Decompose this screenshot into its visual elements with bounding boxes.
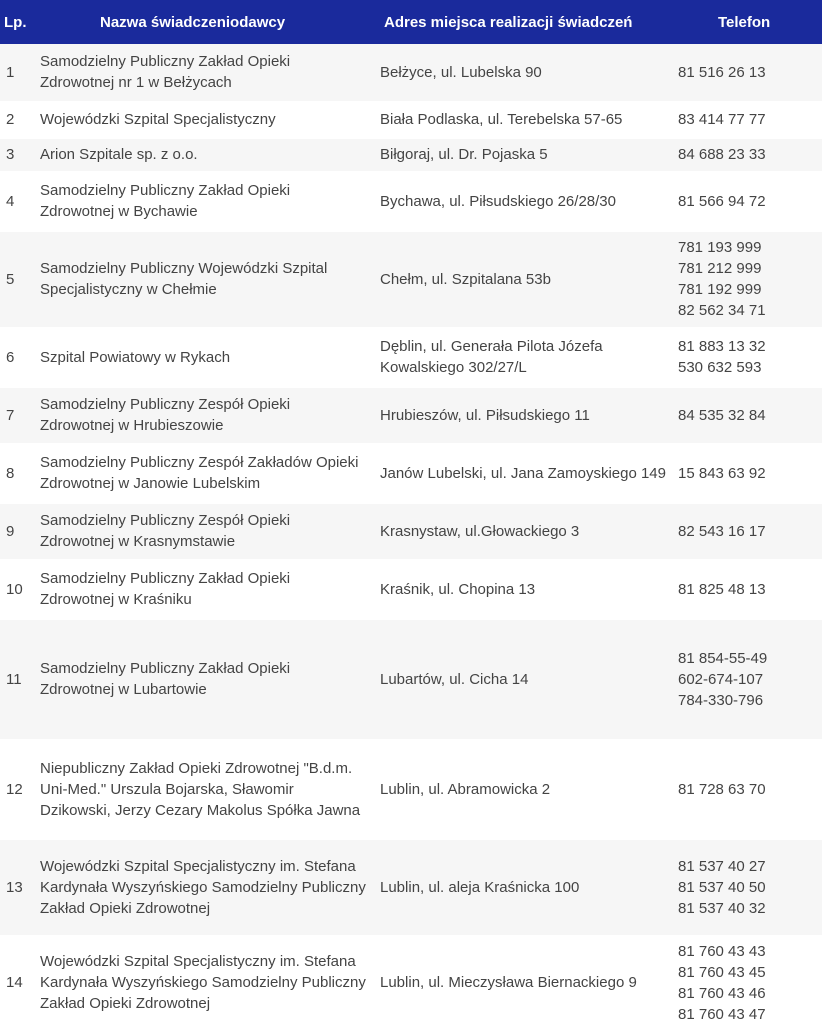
row-phones — [672, 172, 822, 230]
row-provider-name: Wojewódzki Szpital Specjalistyczny — [34, 102, 374, 137]
row-provider-name: Arion Szpitale sp. z o.o. — [34, 137, 374, 172]
table-row — [0, 444, 822, 502]
table-row — [0, 44, 822, 102]
row-address: Biłgoraj, ul. Dr. Pojaska 5 — [374, 137, 672, 172]
table-row — [0, 618, 822, 740]
row-phones — [672, 502, 822, 560]
row-address: Bełżyce, ul. Lubelska 90 — [374, 44, 672, 102]
row-phones — [672, 740, 822, 838]
row-phones — [672, 102, 822, 137]
row-provider-name: Wojewódzki Szpital Specjalistyczny im. Stefana Kardynała Wyszyńskiego Samodzielny Publiczny Zakład Opieki Zdrowotnej — [34, 936, 374, 1029]
row-provider-name: Szpital Powiatowy w Rykach — [34, 328, 374, 386]
table-row — [0, 137, 822, 172]
phone-number: 81 728 63 70 — [678, 780, 766, 798]
table-row — [0, 560, 822, 618]
row-address: Kraśnik, ul. Chopina 13 — [374, 560, 672, 618]
row-phones — [672, 936, 822, 1029]
row-phones — [672, 618, 822, 740]
row-lp: 14 — [0, 936, 34, 1029]
table-row — [0, 386, 822, 444]
row-address: Dęblin, ul. Generała Pilota Józefa Kowalskiego 302/27/L — [374, 328, 672, 386]
phone-number: 781 192 999 — [678, 281, 762, 298]
table-body — [0, 44, 822, 1029]
row-lp: 9 — [0, 502, 34, 560]
phone-number: 784-330-796 — [678, 691, 764, 709]
phone-number: 84 688 23 33 — [678, 146, 766, 163]
row-provider-name: Samodzielny Publiczny Wojewódzki Szpital Specjalistyczny w Chełmie — [34, 230, 374, 328]
table-header — [0, 0, 822, 44]
phone-number: 82 543 16 17 — [678, 522, 766, 540]
phone-number: 81 854-55-49 — [678, 649, 768, 667]
phone-number: 781 193 999 — [678, 239, 762, 256]
row-provider-name: Samodzielny Publiczny Zakład Opieki Zdrowotnej w Lubartowie — [34, 618, 374, 740]
row-lp: 6 — [0, 328, 34, 386]
row-address: Hrubieszów, ul. Piłsudskiego 11 — [374, 386, 672, 444]
phone-number: 81 760 43 47 — [678, 1005, 766, 1023]
row-lp: 8 — [0, 444, 34, 502]
header-address: Adres miejsca realizacji świadczeń — [374, 0, 672, 44]
row-lp: 4 — [0, 172, 34, 230]
row-address: Lubartów, ul. Cicha 14 — [374, 618, 672, 740]
row-provider-name: Samodzielny Publiczny Zespół Opieki Zdrowotnej w Krasnymstawie — [34, 502, 374, 560]
row-address: Chełm, ul. Szpitalana 53b — [374, 230, 672, 328]
row-address: Lublin, ul. aleja Kraśnicka 100 — [374, 838, 672, 936]
header-lp: Lp. — [0, 0, 34, 44]
table-row — [0, 502, 822, 560]
row-provider-name: Samodzielny Publiczny Zakład Opieki Zdrowotnej nr 1 w Bełżycach — [34, 44, 374, 102]
row-lp: 1 — [0, 44, 34, 102]
phone-number: 81 537 40 32 — [678, 899, 766, 917]
phone-number: 81 760 43 43 — [678, 942, 766, 960]
phone-number: 781 212 999 — [678, 260, 762, 277]
row-address: Lublin, ul. Abramowicka 2 — [374, 740, 672, 838]
table-row — [0, 328, 822, 386]
row-lp: 10 — [0, 560, 34, 618]
row-phones — [672, 444, 822, 502]
row-provider-name: Samodzielny Publiczny Zespół Opieki Zdrowotnej w Hrubieszowie — [34, 386, 374, 444]
row-lp: 12 — [0, 740, 34, 838]
row-address: Janów Lubelski, ul. Jana Zamoyskiego 149 — [374, 444, 672, 502]
phone-number: 81 760 43 46 — [678, 984, 766, 1002]
row-address: Biała Podlaska, ul. Terebelska 57-65 — [374, 102, 672, 137]
row-address: Krasnystaw, ul.Głowackiego 3 — [374, 502, 672, 560]
phone-number: 84 535 32 84 — [678, 406, 766, 424]
row-provider-name: Niepubliczny Zakład Opieki Zdrowotnej "B.d.m. Uni-Med." Urszula Bojarska, Sławomir Dzikowski, Jerzy Cezary Makolus Spółka Jawna — [34, 740, 374, 838]
row-lp: 5 — [0, 230, 34, 328]
phone-number: 82 562 34 71 — [678, 302, 766, 319]
row-lp: 2 — [0, 102, 34, 137]
phone-number: 15 843 63 92 — [678, 464, 766, 482]
table-row — [0, 102, 822, 137]
table-row — [0, 838, 822, 936]
phone-number: 81 883 13 32 — [678, 338, 766, 355]
phone-number: 81 566 94 72 — [678, 192, 766, 210]
row-phones — [672, 560, 822, 618]
row-phones — [672, 137, 822, 172]
phone-number: 81 537 40 27 — [678, 857, 766, 875]
row-lp: 11 — [0, 618, 34, 740]
phone-number: 83 414 77 77 — [678, 111, 766, 128]
row-phones — [672, 44, 822, 102]
table-row — [0, 936, 822, 1029]
phone-number: 602-674-107 — [678, 670, 764, 688]
row-provider-name: Wojewódzki Szpital Specjalistyczny im. Stefana Kardynała Wyszyńskiego Samodzielny Publiczny Zakład Opieki Zdrowotnej — [34, 838, 374, 936]
row-phones — [672, 386, 822, 444]
row-address: Lublin, ul. Mieczysława Biernackiego 9 — [374, 936, 672, 1029]
row-address: Bychawa, ul. Piłsudskiego 26/28/30 — [374, 172, 672, 230]
header-name: Nazwa świadczeniodawcy — [34, 0, 374, 44]
row-provider-name: Samodzielny Publiczny Zakład Opieki Zdrowotnej w Kraśniku — [34, 560, 374, 618]
header-phone: Telefon — [672, 0, 822, 44]
table-row — [0, 230, 822, 328]
table-row — [0, 740, 822, 838]
phone-number: 81 516 26 13 — [678, 63, 766, 81]
phone-number: 530 632 593 — [678, 359, 762, 376]
phone-number: 81 825 48 13 — [678, 580, 766, 598]
row-provider-name: Samodzielny Publiczny Zakład Opieki Zdrowotnej w Bychawie — [34, 172, 374, 230]
row-lp: 13 — [0, 838, 34, 936]
phone-number: 81 537 40 50 — [678, 878, 766, 896]
row-provider-name: Samodzielny Publiczny Zespół Zakładów Opieki Zdrowotnej w Janowie Lubelskim — [34, 444, 374, 502]
row-lp: 7 — [0, 386, 34, 444]
row-lp: 3 — [0, 137, 34, 172]
table-row — [0, 172, 822, 230]
row-phones — [672, 328, 822, 386]
phone-number: 81 760 43 45 — [678, 963, 766, 981]
row-phones — [672, 230, 822, 328]
row-phones — [672, 838, 822, 936]
